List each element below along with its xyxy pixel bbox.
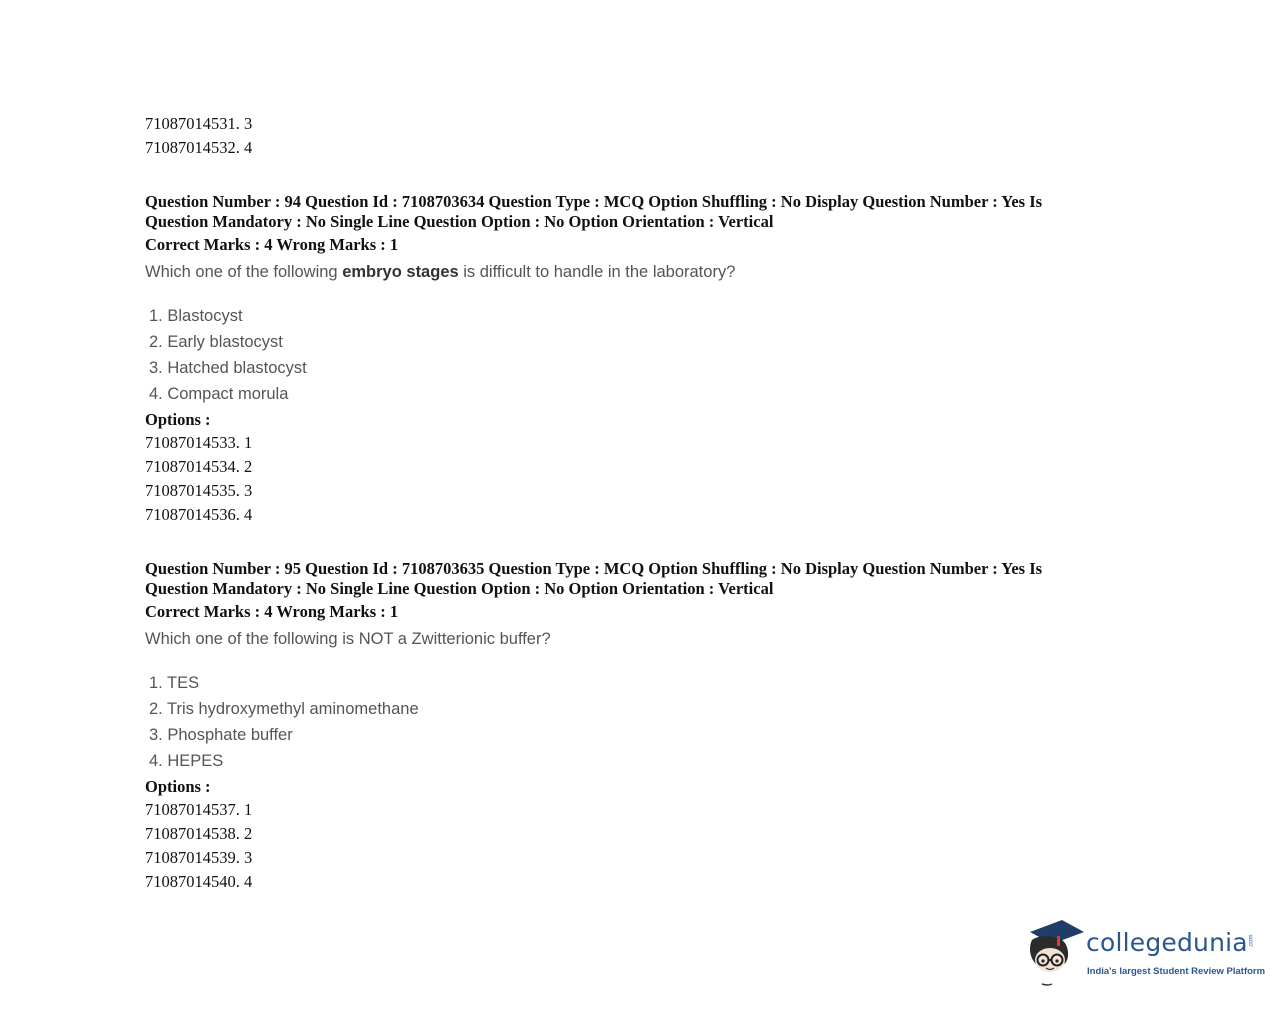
question-meta-line-1: Question Number : 94 Question Id : 7108703634 Question Type : MCQ Option Shuffling : No Display Question Number : Yes Is	[145, 192, 1043, 211]
answer-choice: 4. Compact morula	[149, 385, 289, 403]
options-label: Options :	[145, 777, 211, 796]
answer-choice: 1. Blastocyst	[149, 307, 243, 325]
option-id-line: 71087014535. 3	[145, 481, 253, 500]
question-meta	[145, 559, 1105, 599]
logo-wordmark: collegedunia	[1086, 928, 1248, 957]
option-id-line: 71087014536. 4	[145, 505, 253, 524]
question-text-part: Which one of the following	[145, 263, 343, 281]
answer-choice: 3. Phosphate buffer	[149, 726, 293, 744]
option-id-line: 71087014537. 1	[145, 800, 253, 819]
option-id-line: 71087014539. 3	[145, 848, 253, 867]
option-id-line: 71087014532. 4	[145, 138, 253, 157]
logo-tagline: India's largest Student Review Platform	[1087, 966, 1266, 977]
option-id-line: 71087014538. 2	[145, 824, 253, 843]
question-text: Which one of the following is NOT a Zwitterionic buffer?	[145, 630, 551, 648]
answer-choice: 3. Hatched blastocyst	[149, 359, 307, 377]
question-meta-line-1: Question Number : 95 Question Id : 7108703635 Question Type : MCQ Option Shuffling : No Display Question Number : Yes Is	[145, 559, 1043, 578]
option-id-line: 71087014531. 3	[145, 114, 253, 133]
question-text-part: is difficult to handle in the laboratory?	[458, 263, 736, 281]
question-meta-line-2: Question Mandatory : No Single Line Question Option : No Option Orientation : Vertical	[145, 579, 774, 598]
option-id-line: 71087014533. 1	[145, 433, 253, 452]
mascot-icon	[1022, 918, 1086, 990]
option-id-line: 71087014534. 2	[145, 457, 253, 476]
collegedunia-logo	[1022, 918, 1266, 990]
question-text-emphasis: embryo stages	[342, 263, 459, 281]
question-marks: Correct Marks : 4 Wrong Marks : 1	[145, 235, 399, 254]
question-text	[145, 261, 735, 283]
question-meta-line-2: Question Mandatory : No Single Line Question Option : No Option Orientation : Vertical	[145, 212, 774, 231]
answer-choice: 4. HEPES	[149, 752, 224, 770]
question-marks: Correct Marks : 4 Wrong Marks : 1	[145, 602, 399, 621]
answer-choice: 2. Tris hydroxymethyl aminomethane	[149, 700, 419, 718]
option-id-line: 71087014540. 4	[145, 872, 253, 891]
options-label: Options :	[145, 410, 211, 429]
logo-domain-suffix: .com	[1248, 934, 1255, 948]
answer-choice: 1. TES	[149, 674, 200, 692]
answer-choice: 2. Early blastocyst	[149, 333, 283, 351]
question-meta	[145, 192, 1105, 232]
